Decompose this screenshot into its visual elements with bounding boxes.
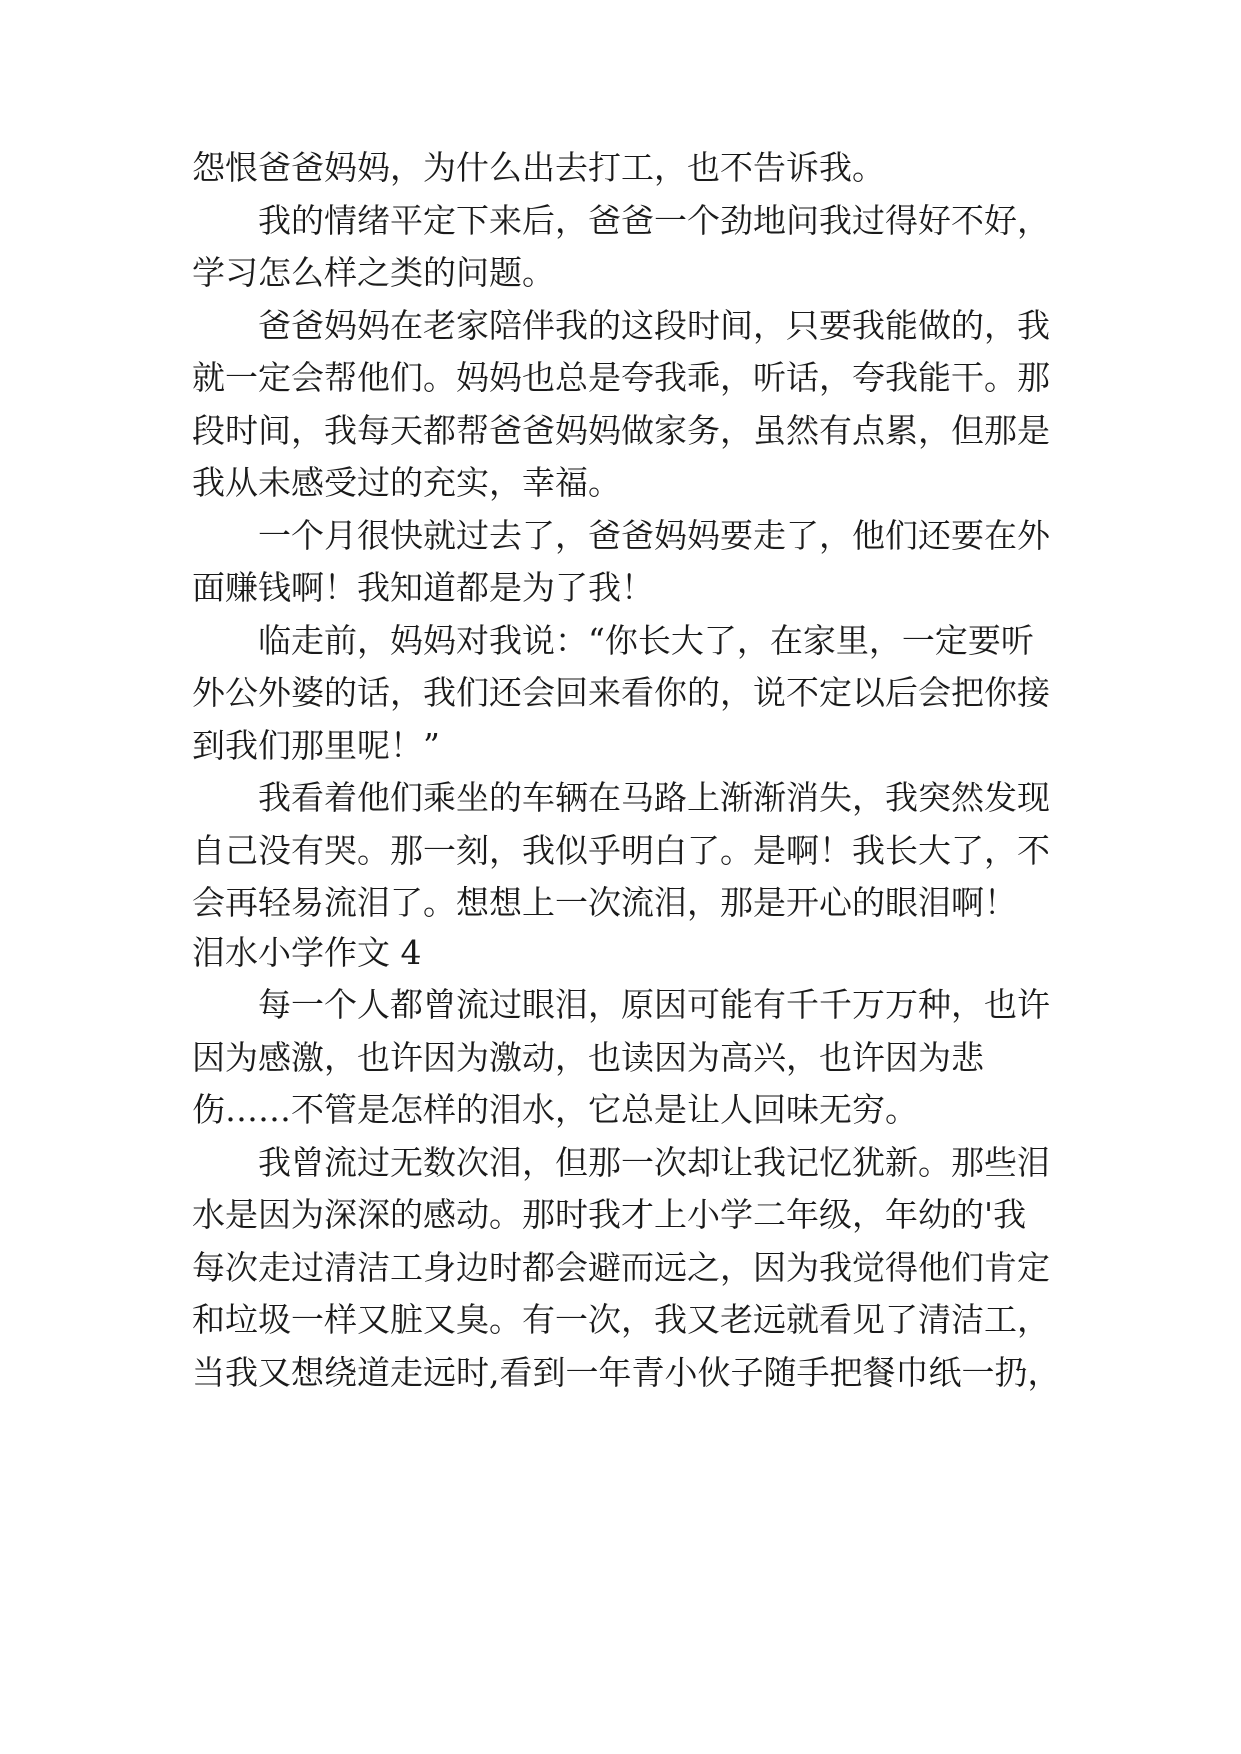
text-line: 会再轻易流泪了。想想上一次流泪，那是开心的眼泪啊！	[192, 883, 1017, 922]
text-line: 和垃圾一样又脏又臭。有一次，我又老远就看见了清洁工，	[192, 1300, 1050, 1339]
section-heading: 泪水小学作文 4	[192, 933, 422, 972]
text-line: 一个月很快就过去了，爸爸妈妈要走了，他们还要在外	[258, 516, 1050, 555]
text-line: 临走前，妈妈对我说：“你长大了，在家里，一定要听	[258, 621, 1034, 660]
text-line: 每次走过清洁工身边时都会避而远之，因为我觉得他们肯定	[192, 1248, 1050, 1287]
text-line: 学习怎么样之类的问题。	[192, 253, 555, 292]
text-line: 面赚钱啊！我知道都是为了我！	[192, 568, 654, 607]
text-line: 爸爸妈妈在老家陪伴我的这段时间，只要我能做的，我	[258, 306, 1050, 345]
text-line: 到我们那里呢！”	[192, 726, 440, 765]
text-line: 因为感激，也许因为激动，也读因为高兴，也许因为悲	[192, 1038, 984, 1077]
text-line: 我看着他们乘坐的车辆在马路上渐渐消失，我突然发现	[258, 778, 1050, 817]
text-line: 自己没有哭。那一刻，我似乎明白了。是啊！我长大了，不	[192, 831, 1050, 870]
text-line: 外公外婆的话，我们还会回来看你的，说不定以后会把你接	[192, 673, 1050, 712]
text-line: 段时间，我每天都帮爸爸妈妈做家务，虽然有点累，但那是	[192, 411, 1050, 450]
text-line: 我的情绪平定下来后，爸爸一个劲地问我过得好不好，	[258, 201, 1050, 240]
text-line: 当我又想绕道走远时,看到一年青小伙子随手把餐巾纸一扔，	[192, 1353, 1061, 1392]
text-line: 每一个人都曾流过眼泪，原因可能有千千万万种，也许	[258, 985, 1050, 1024]
text-line: 怨恨爸爸妈妈，为什么出去打工，也不告诉我。	[192, 148, 885, 187]
text-line: 我从未感受过的充实，幸福。	[192, 463, 621, 502]
text-line: 伤……不管是怎样的泪水，它总是让人回味无穷。	[192, 1090, 918, 1129]
text-line: 我曾流过无数次泪，但那一次却让我记忆犹新。那些泪	[258, 1143, 1050, 1182]
text-line: 水是因为深深的感动。那时我才上小学二年级，年幼的'我	[192, 1195, 1027, 1234]
text-line: 就一定会帮他们。妈妈也总是夸我乖，听话，夸我能干。那	[192, 358, 1050, 397]
